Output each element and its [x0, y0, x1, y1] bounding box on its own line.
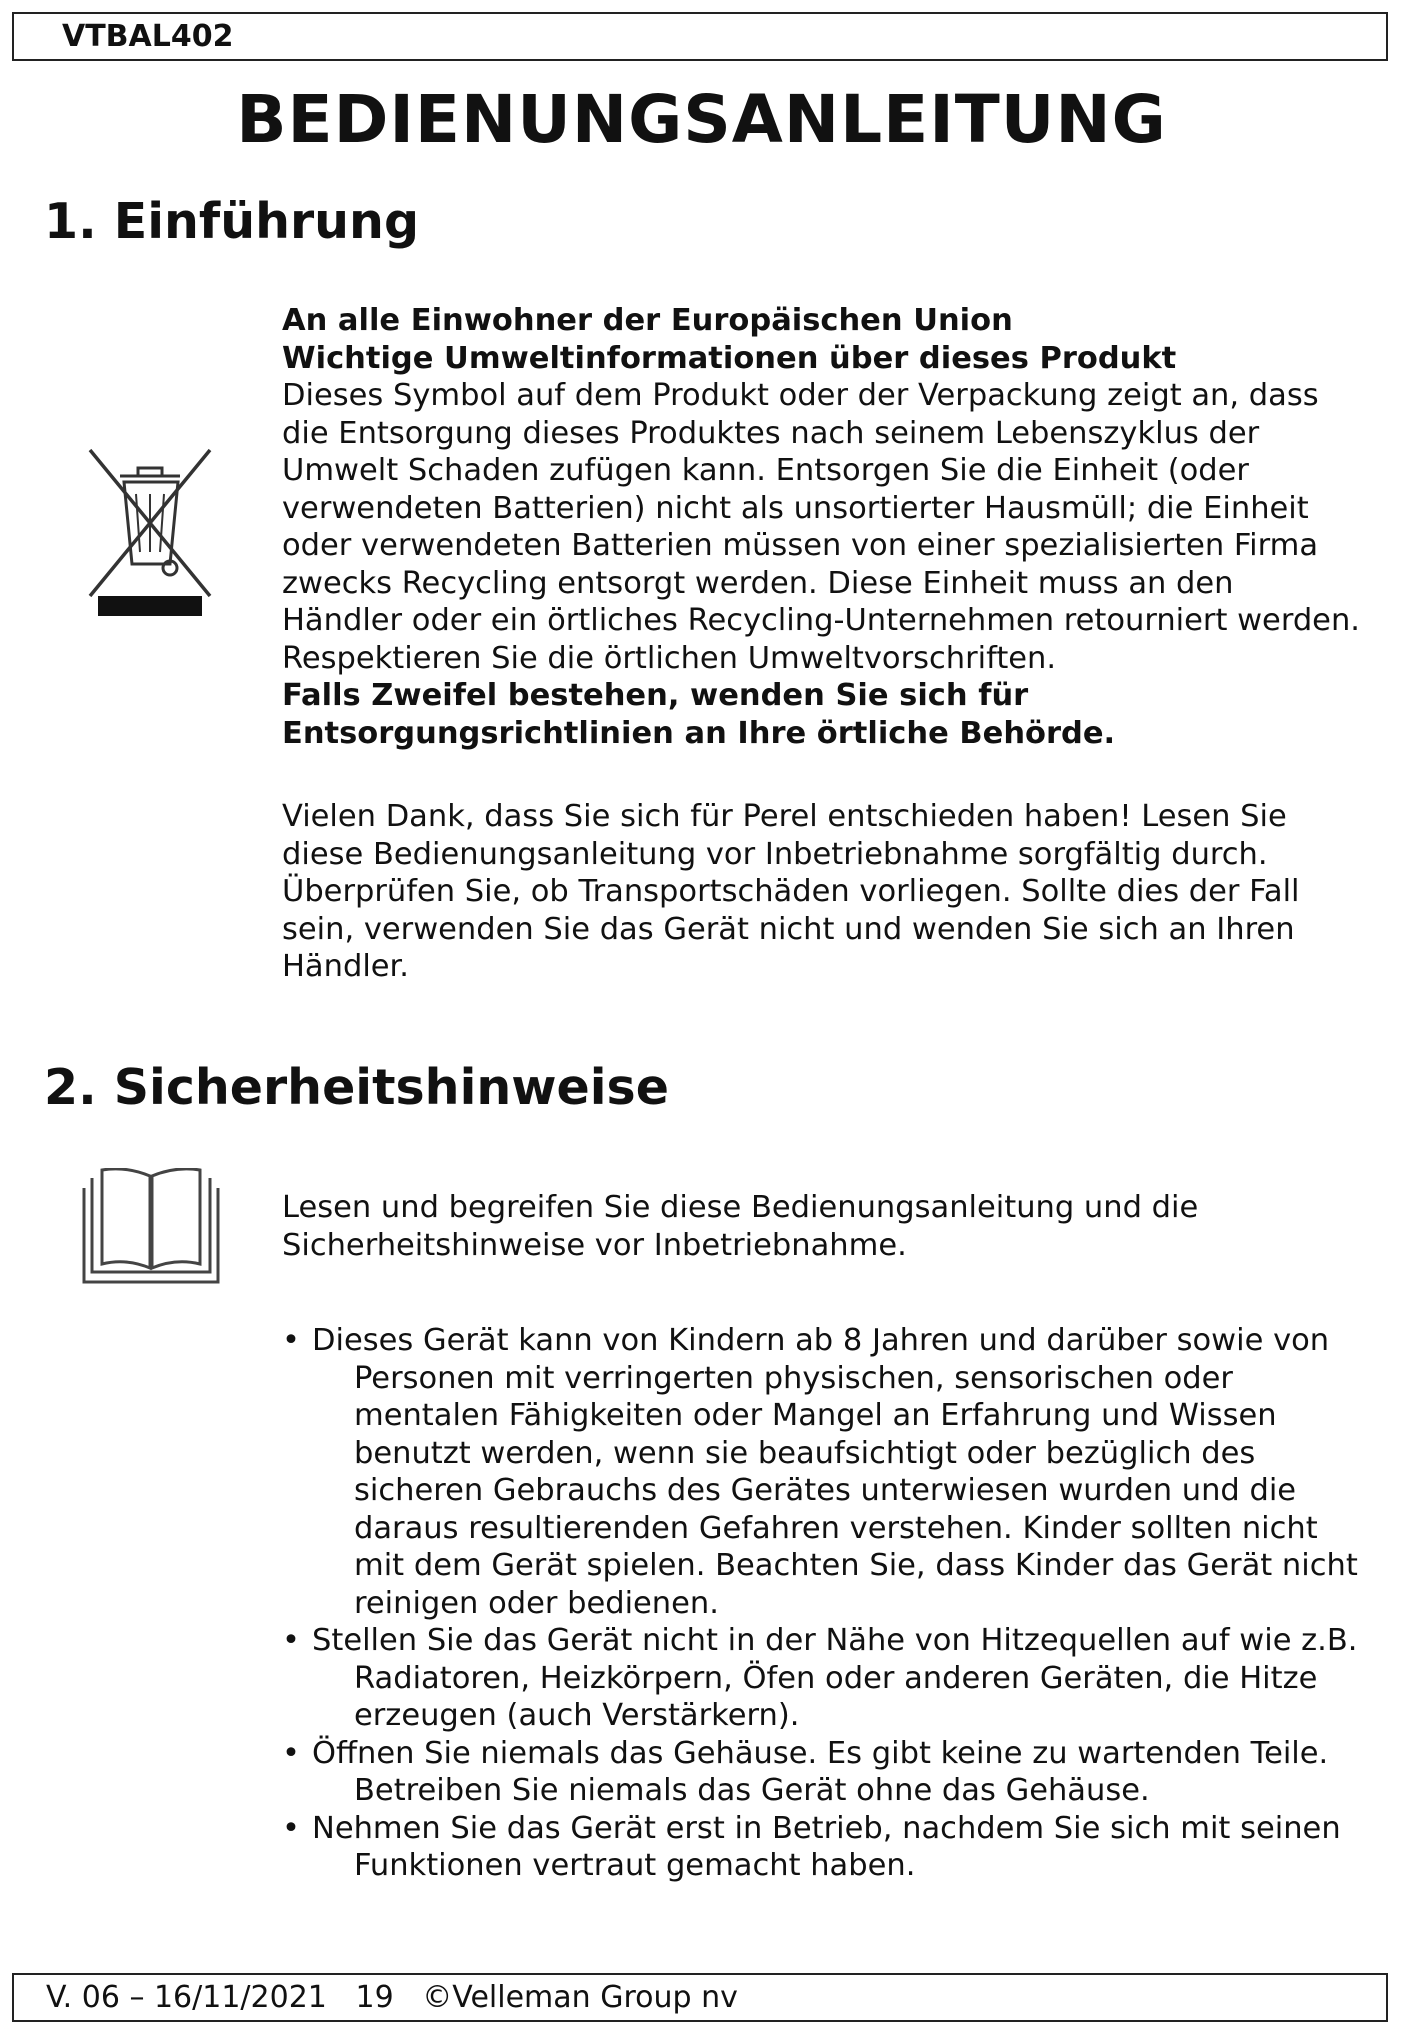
- footer-text: V. 06 – 16/11/2021 19 ©Velleman Group nv: [46, 1980, 738, 2015]
- eu-residents-heading: An alle Einwohner der Europäischen Union: [282, 303, 1013, 338]
- list-item: • Dieses Gerät kann von Kindern ab 8 Jahren und darüber sowie von Personen mit verringerten physischen, sensorischen oder mentalen Fähigkeiten oder Mangel an Erfahrung und Wissen benutzt werden, wenn sie beaufsichtigt oder bezüglich des sicheren Gebrauchs des Gerätes unterwiesen wurden und die daraus resultierenden Gefahren verstehen. Kinder sollten nicht mit dem Gerät spielen. Beachten Sie, dass Kinder das Gerät nicht reinigen oder bedienen.: [282, 1322, 1362, 1622]
- environment-info: [282, 302, 1362, 752]
- model-number: VTBAL402: [62, 19, 234, 54]
- section-heading-safety: 2. Sicherheitshinweise: [44, 1059, 669, 1116]
- list-item: • Nehmen Sie das Gerät erst in Betrieb, nachdem Sie sich mit seinen Funktionen vertraut gemacht haben.: [282, 1810, 1362, 1885]
- page-footer: [12, 1973, 1388, 2022]
- environment-text: Dieses Symbol auf dem Produkt oder der Verpackung zeigt an, dass die Entsorgung dieses Produktes nach seinem Lebenszyklus der Umwelt Schaden zufügen kann. Entsorgen Sie die Einheit (oder verwendeten Batterien) nicht als unsortierter Hausmüll; die Einheit oder verwendeten Batterien müssen von einer spezialisierten Firma zwecks Recycling entsorgt werden. Diese Einheit muss an den Händler oder ein örtliches Recycling-Unternehmen retourniert werden. Respektieren Sie die örtlichen Umweltvorschriften.: [282, 378, 1360, 676]
- list-item: • Öffnen Sie niemals das Gehäuse. Es gibt keine zu wartenden Teile. Betreiben Sie niemals das Gerät ohne das Gehäuse.: [282, 1735, 1362, 1810]
- read-manual-paragraph: [282, 1189, 1362, 1264]
- section-heading-introduction: 1. Einführung: [44, 193, 420, 250]
- weee-crossed-bin-icon: [86, 446, 214, 620]
- read-manual-text: Lesen und begreifen Sie diese Bedienungsanleitung und die Sicherheitshinweise vor Inbetriebnahme.: [282, 1190, 1199, 1263]
- environment-heading: Wichtige Umweltinformationen über dieses Produkt: [282, 340, 1177, 376]
- safety-list: [282, 1322, 1362, 1885]
- environment-note: Falls Zweifel bestehen, wenden Sie sich für Entsorgungsrichtlinien an Ihre örtliche Behörde.: [282, 678, 1116, 751]
- manual-book-icon: [82, 1168, 220, 1284]
- page-header: [12, 12, 1388, 61]
- list-item: • Stellen Sie das Gerät nicht in der Nähe von Hitzequellen auf wie z.B. Radiatoren, Heizkörpern, Öfen oder anderen Geräten, die Hitze erzeugen (auch Verstärkern).: [282, 1622, 1362, 1735]
- thanks-paragraph: [282, 798, 1362, 986]
- document-title: BEDIENUNGSANLEITUNG: [236, 81, 1167, 158]
- thanks-text: Vielen Dank, dass Sie sich für Perel entschieden haben! Lesen Sie diese Bedienungsanleitung vor Inbetriebnahme sorgfältig durch. Überprüfen Sie, ob Transportschäden vorliegen. Sollte dies der Fall sein, verwenden Sie das Gerät nicht und wenden Sie sich an Ihren Händler.: [282, 799, 1300, 984]
